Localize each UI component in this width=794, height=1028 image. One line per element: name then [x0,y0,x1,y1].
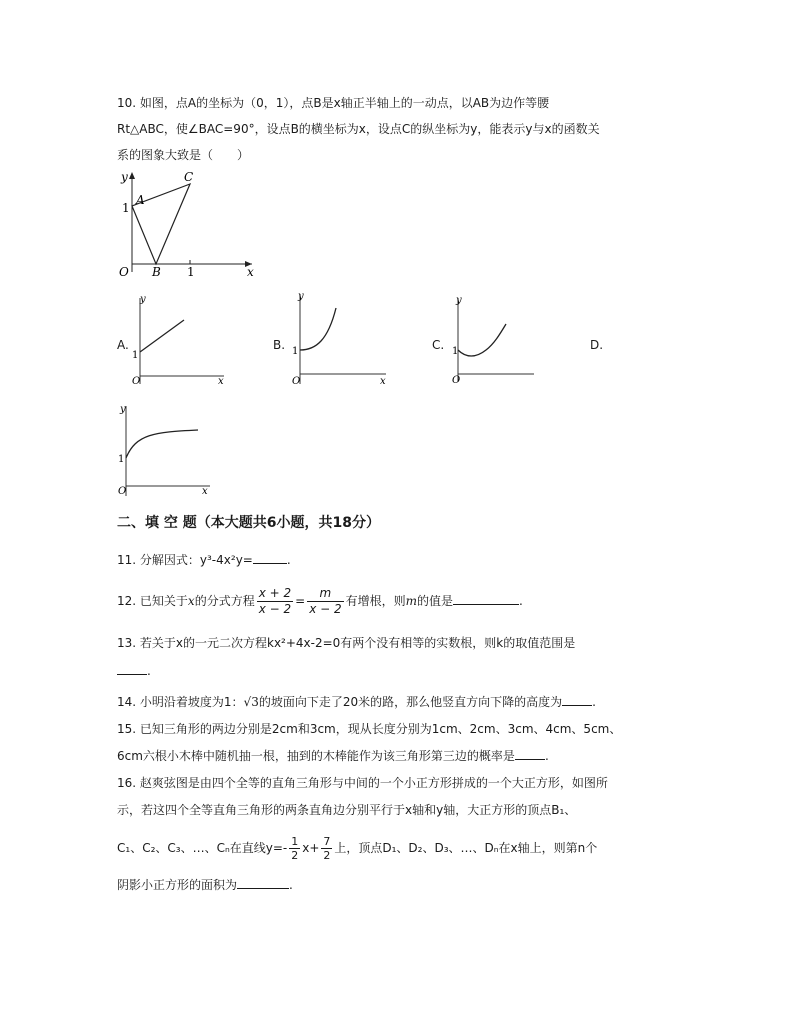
q15-text: 6cm六根小木棒中随机抽一根，抽到的木棒能作为该三角形第三边的概率是 [117,749,515,763]
q16-line4 [117,876,293,894]
option-c-letter[interactable]: C. [432,338,445,352]
q16-seven-num: 7 [323,835,331,848]
option-c-label-one: 1 [452,346,459,357]
figure-label-x: x [247,265,254,279]
q12-rhs-den: x − 2 [309,602,342,616]
q12-after: 有增根，则 [345,594,406,608]
q12-line [117,582,523,620]
q15-line2 [117,747,549,765]
figure-label-one-y: 1 [122,201,130,215]
q16-line4-text: 阴影小正方形的面积为 [117,878,238,892]
option-b-label-y: y [298,291,304,302]
q11-line [117,551,291,569]
q13-line2 [117,662,151,680]
option-d-graph[interactable] [114,402,214,498]
q14-sqrt: √3 [243,695,259,709]
q12-lhs-den: x − 2 [258,602,292,616]
option-c-label-origin: O [452,375,461,386]
q14-prefix: 14. 小明沿着坡度为1： [117,695,244,709]
q15-answer-blank[interactable] [515,747,545,760]
q11-text: 11. 分解因式：y³-4x²y= [117,553,253,567]
q16-line3-a: C₁、C₂、C₃、…、Cₙ在直线y=- [117,841,288,855]
q12-m: m [405,594,418,608]
q11-end: . [286,553,291,567]
q12-tail: 的值是 [417,594,454,608]
q12-mid: 的分式方程 [194,594,255,608]
option-d-label-x: x [202,486,208,497]
figure-label-y: y [121,170,128,184]
q14-end: . [592,695,596,709]
option-b-label-x: x [380,376,386,387]
section-2-heading: 二、填 空 题（本大题共6小题，共18分） [117,515,380,531]
q16-end: . [289,878,293,892]
q12-rhs-fraction [307,586,343,617]
option-d-curve [126,430,198,458]
q16-line3-c: 上，顶点D₁、D₂、D₃、…、Dₙ在x轴上，则第n个 [334,841,598,855]
q12-end: . [519,594,523,608]
option-a-letter[interactable]: A. [117,338,129,352]
option-c-curve [458,324,506,356]
option-a-label-one: 1 [132,350,139,361]
q16-seven-fraction [321,835,332,862]
q10-line1: 10. 如图，点A的坐标为（0，1），点B是x轴正半轴上的一动点，以AB为边作等腰 [117,96,550,110]
q16-answer-blank[interactable] [237,876,289,889]
option-a-curve [140,320,184,352]
q11-answer-blank[interactable] [253,551,287,564]
q16-seven-den: 2 [323,849,331,862]
figure-y-arrow [129,172,135,179]
option-a-graph[interactable] [128,292,228,388]
q14-line [117,693,596,711]
option-b-letter[interactable]: B. [273,338,286,352]
q16-line3-b: x+ [302,841,320,855]
q13-line1: 13. 若关于x的一元二次方程kx²+4x-2=0有两个没有相等的实数根，则k的取值范围是 [117,636,576,650]
option-b-label-origin: O [292,376,301,387]
option-c-label-y: y [456,295,462,306]
q10-line3: 系的图象大致是（ ） [117,148,250,162]
q12-answer-blank[interactable] [453,592,519,605]
q14-rest: 的坡面向下走了20米的路，那么他竖直方向下降的高度为 [258,695,563,709]
option-a-label-y: y [140,294,146,305]
q12-lhs-fraction [257,586,293,617]
q12-rhs-num: m [307,586,343,602]
q16-line2: 示，若这四个全等直角三角形的两条直角边分别平行于x轴和y轴，大正方形的顶点B₁、 [117,803,577,817]
option-a-label-x: x [218,376,224,387]
q16-line3 [117,830,597,866]
q16-half-num: 1 [291,835,299,848]
figure-label-c: C [184,170,194,184]
q15-end: . [544,749,549,763]
figure-label-origin: O [119,265,129,279]
q15-line1: 15. 已知三角形的两边分别是2cm和3cm，现从长度分别为1cm、2cm、3cm、4cm、5cm、 [117,722,622,736]
option-b-curve [300,308,336,350]
option-a-label-origin: O [132,376,141,387]
option-d-label-y: y [120,404,126,415]
option-d-letter[interactable]: D. [590,338,604,352]
figure-label-b: B [152,265,161,279]
option-b-label-one: 1 [292,346,299,357]
q13-answer-blank[interactable] [117,662,147,675]
q14-answer-blank[interactable] [562,693,592,706]
q10-figure [112,168,262,280]
q12-eq: = [295,594,306,608]
option-d-label-one: 1 [118,454,125,465]
q16-line1: 16. 赵爽弦图是由四个全等的直角三角形与中间的一个小正方形拼成的一个大正方形，如图所 [117,776,608,790]
option-d-label-origin: O [118,486,127,497]
figure-label-one-x: 1 [187,265,195,279]
q16-half-fraction [289,835,300,862]
q10-line2: Rt△ABC，使∠BAC=90°，设点B的横坐标为x，设点C的纵坐标为y，能表示y与x的函数关 [117,122,600,136]
figure-label-a: A [136,193,145,207]
option-b-graph[interactable] [286,290,390,388]
option-c-graph[interactable] [446,294,538,386]
q13-end: . [147,664,151,678]
q12-var: x [187,594,195,608]
q12-prefix: 12. 已知关于 [117,594,188,608]
q16-half-den: 2 [291,849,299,862]
q12-lhs-num: x + 2 [258,586,292,600]
